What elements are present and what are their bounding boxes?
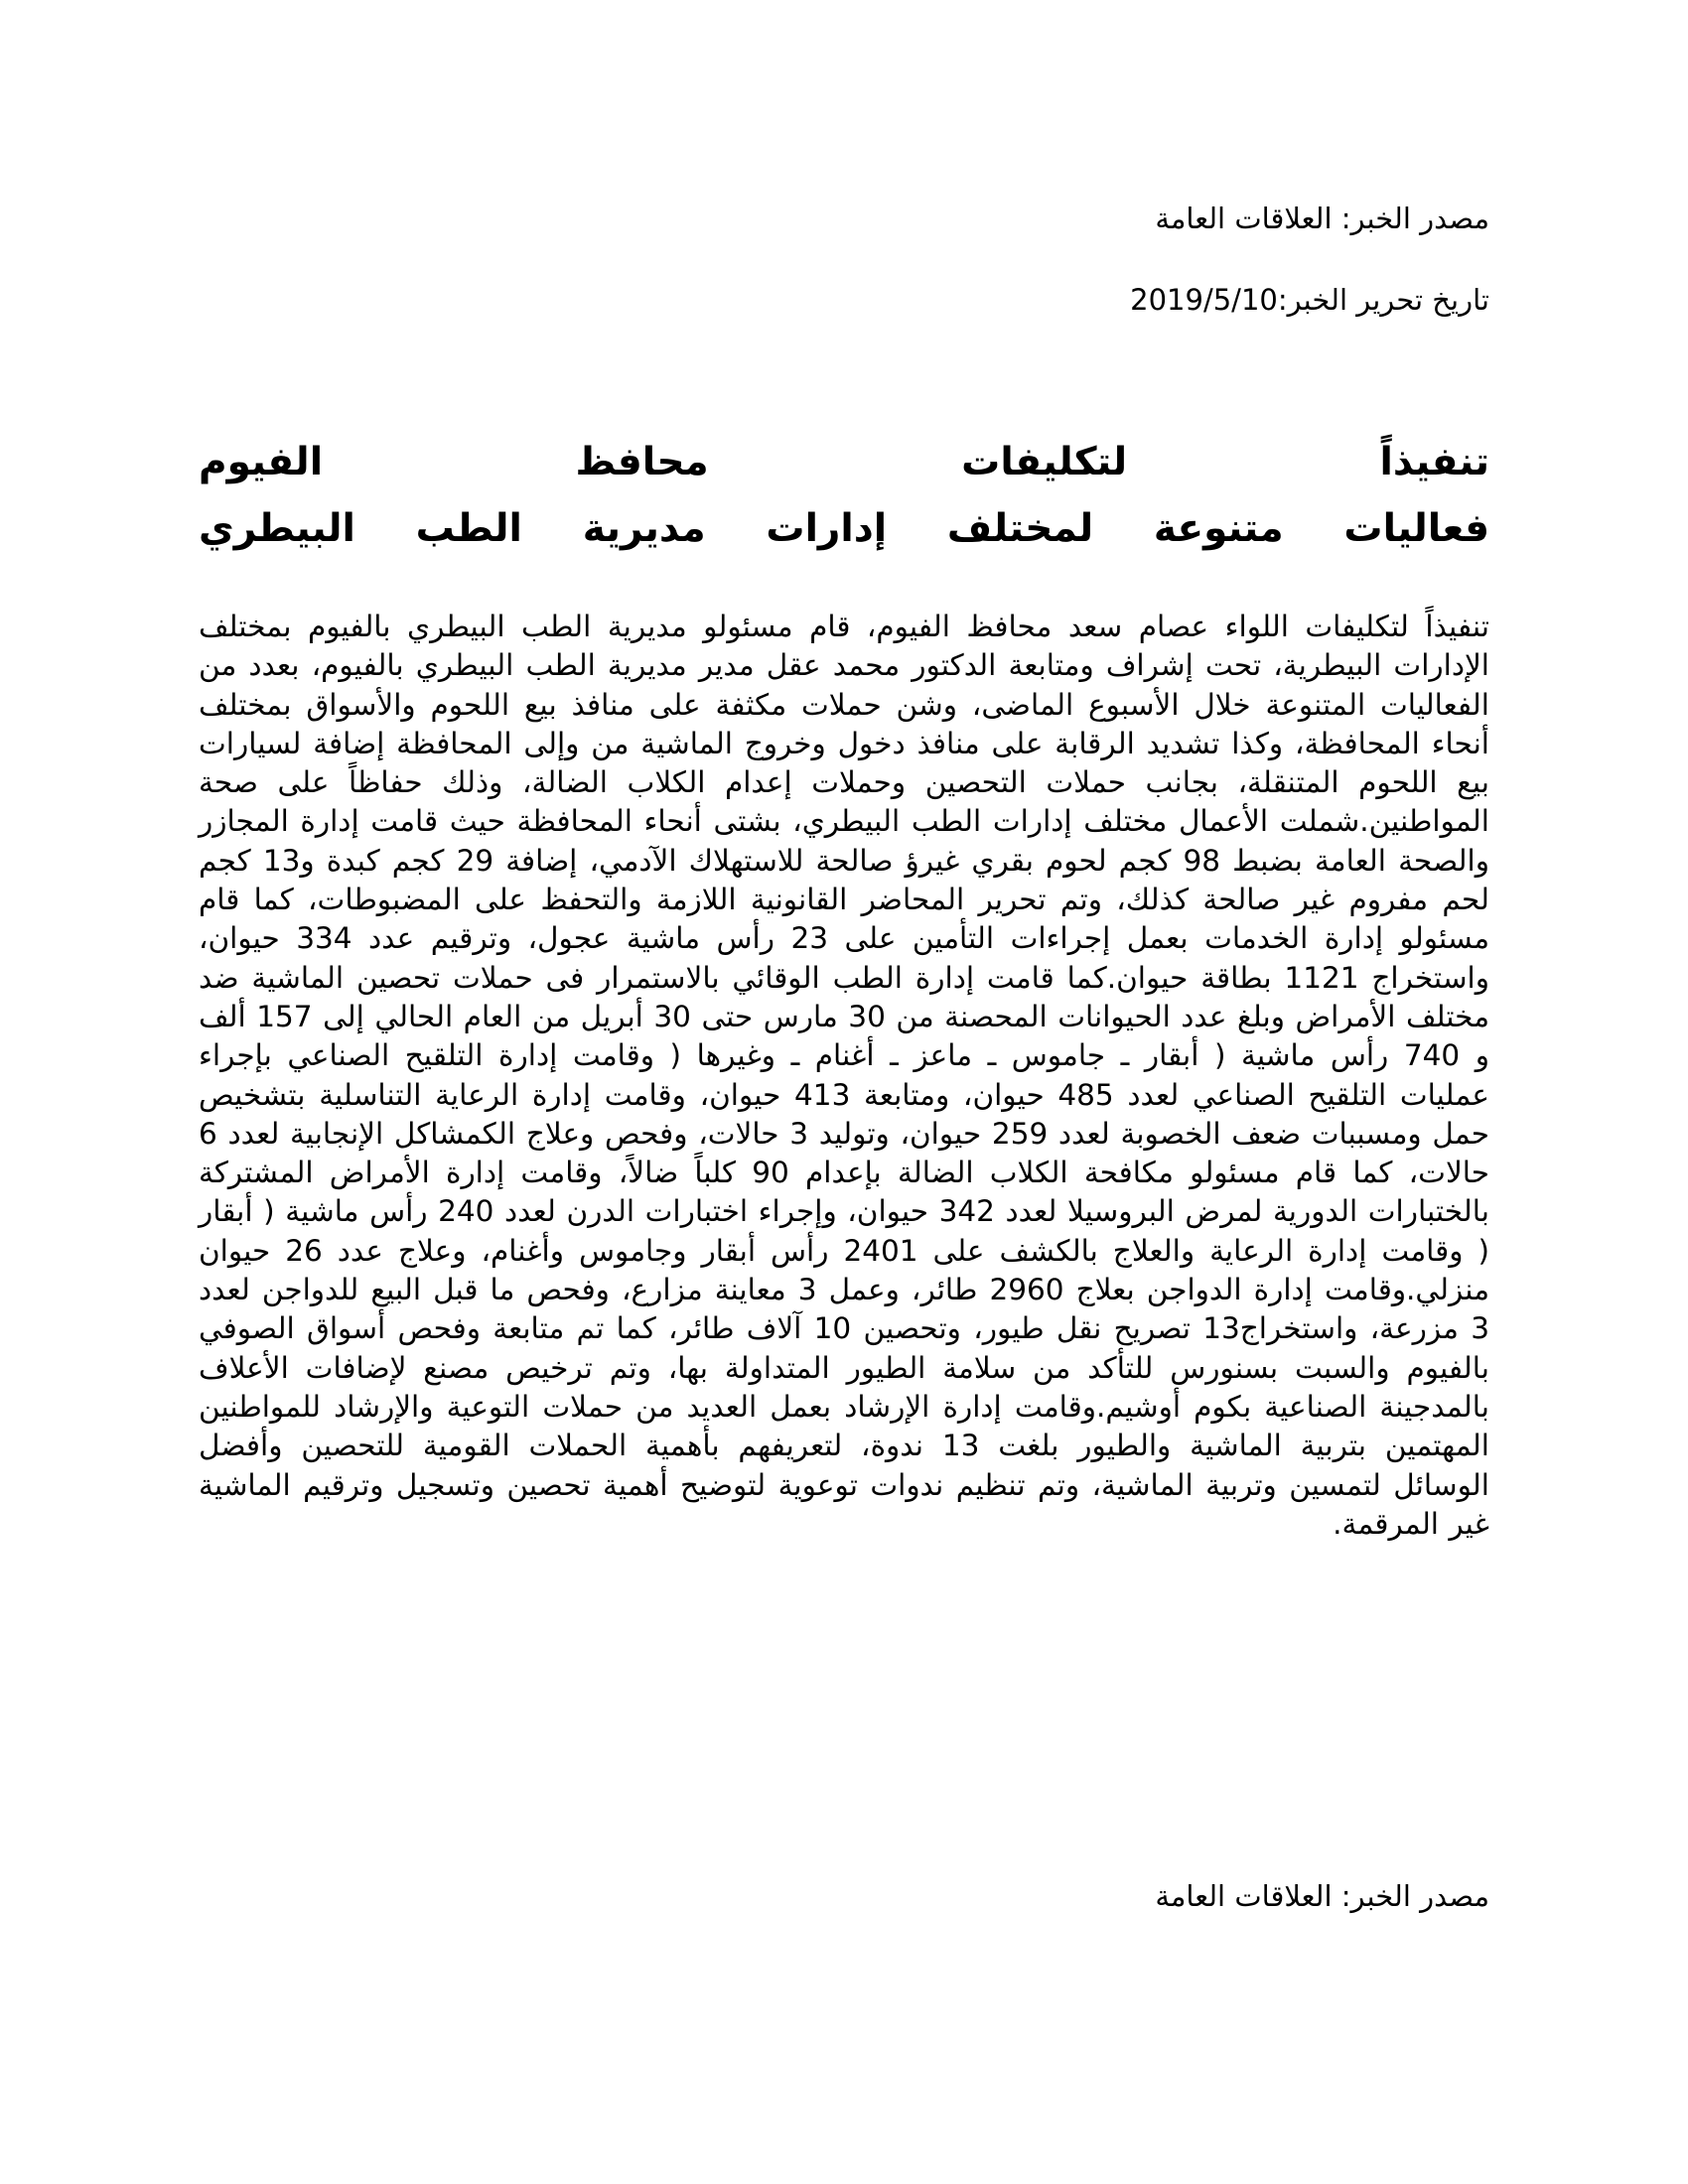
headline-word: إدارات bbox=[766, 506, 888, 551]
headline-word: الفيوم bbox=[199, 440, 324, 484]
headline-word: لمختلف bbox=[946, 506, 1094, 551]
headline-word: محافظ bbox=[575, 440, 709, 484]
headline-word: لتكليفات bbox=[961, 440, 1128, 484]
headline-word: فعاليات bbox=[1343, 506, 1489, 551]
date-value: 2019/5/10 bbox=[1130, 283, 1278, 317]
headline-word: متنوعة bbox=[1153, 506, 1284, 551]
news-source-bottom: مصدر الخبر: العلاقات العامة bbox=[1155, 1879, 1489, 1913]
news-date-line bbox=[199, 280, 1489, 320]
date-label: تاريخ تحرير الخبر: bbox=[1277, 283, 1489, 317]
headline-line-1 bbox=[199, 429, 1489, 495]
headline-word: البيطري bbox=[199, 506, 355, 551]
headline-word: تنفيذاً bbox=[1379, 440, 1489, 484]
headline bbox=[199, 429, 1489, 562]
headline-word: مديرية bbox=[582, 506, 706, 551]
news-source-top: مصدر الخبر: العلاقات العامة bbox=[1155, 202, 1489, 235]
headline-word: الطب bbox=[415, 506, 522, 551]
headline-line-2 bbox=[199, 495, 1489, 562]
article-body: تنفيذاً لتكليفات اللواء عصام سعد محافظ الفيوم، قام مسئولو مديرية الطب البيطري بالفيوم بمختلف الإدارات البيطرية، تحت إشراف ومتابعة الدكتور محمد عقل مدير مديرية الطب البيطري بالفيوم، بعدد من الفعاليات المتنوعة خلال الأسبوع الماضى، وشن حملات مكثفة على منافذ بيع اللحوم والأسواق بمختلف أنحاء المحافظة، وكذا تشديد الرقابة على منافذ دخول وخروج الماشية من وإلى المحافظة إضافة لسيارات بيع اللحوم المتنقلة، بجانب حملات التحصين وحملات إعدام الكلاب الضالة، وذلك حفاظاً على صحة المواطنين.شملت الأعمال مختلف إدارات الطب البيطري، بشتى أنحاء المحافظة حيث قامت إدارة المجازر والصحة العامة بضبط 98 كجم لحوم بقري غيرؤ صالحة للاستهلاك الآدمي، إضافة 29 كجم كبدة و13 كجم لحم مفروم غير صالحة كذلك، وتم تحرير المحاضر القانونية اللازمة والتحفظ على المضبوطات، كما قام مسئولو إدارة الخدمات بعمل إجراءات التأمين على 23 رأس ماشية عجول، وترقيم عدد 334 حيوان، واستخراج 1121 بطاقة حيوان.كما قامت إدارة الطب الوقائي بالاستمرار فى حملات تحصين الماشية ضد مختلف الأمراض وبلغ عدد الحيوانات المحصنة من 30 مارس حتى 30 أبريل من العام الحالي إلى 157 ألف و 740 رأس ماشية ( أبقار ـ جاموس ـ ماعز ـ أغنام ـ وغيرها ( وقامت إدارة التلقيح الصناعي بإجراء عمليات التلقيح الصناعي لعدد 485 حيوان، ومتابعة 413 حيوان، وقامت إدارة الرعاية التناسلية بتشخيص حمل ومسببات ضعف الخصوبة لعدد 259 حيوان، وتوليد 3 حالات، وفحص وعلاج الكمشاكل الإنجابية لعدد 6 حالات، كما قام مسئولو مكافحة الكلاب الضالة بإعدام 90 كلباً ضالاً، وقامت إدارة الأمراض المشتركة بالختبارات الدورية لمرض البروسيلا لعدد 342 حيوان، وإجراء اختبارات الدرن لعدد 240 رأس ماشية ( أبقار ( وقامت إدارة الرعاية والعلاج بالكشف على 2401 رأس أبقار وجاموس وأغنام، وعلاج عدد 26 حيوان منزلي.وقامت إدارة الدواجن بعلاج 2960 طائر، وعمل 3 معاينة مزارع، وفحص ما قبل البيع للدواجن لعدد 3 مزرعة، واستخراج13 تصريح نقل طيور، وتحصين 10 آلاف طائر، كما تم متابعة وفحص أسواق الصوفي بالفيوم والسبت بسنورس للتأكد من سلامة الطيور المتداولة بها، وتم ترخيص مصنع لإضافات الأعلاف بالمدجينة الصناعية بكوم أوشيم.وقامت إدارة الإرشاد بعمل العديد من حملات التوعية والإرشاد للمواطنين المهتمين بتربية الماشية والطيور بلغت 13 ندوة، لتعريفهم بأهمية الحملات القومية للتحصين وأفضل الوسائل لتمسين وتربية الماشية، وتم تنظيم ندوات توعوية لتوضيح أهمية تحصين وتسجيل وترقيم الماشية غير المرقمة. bbox=[199, 610, 1490, 1541]
